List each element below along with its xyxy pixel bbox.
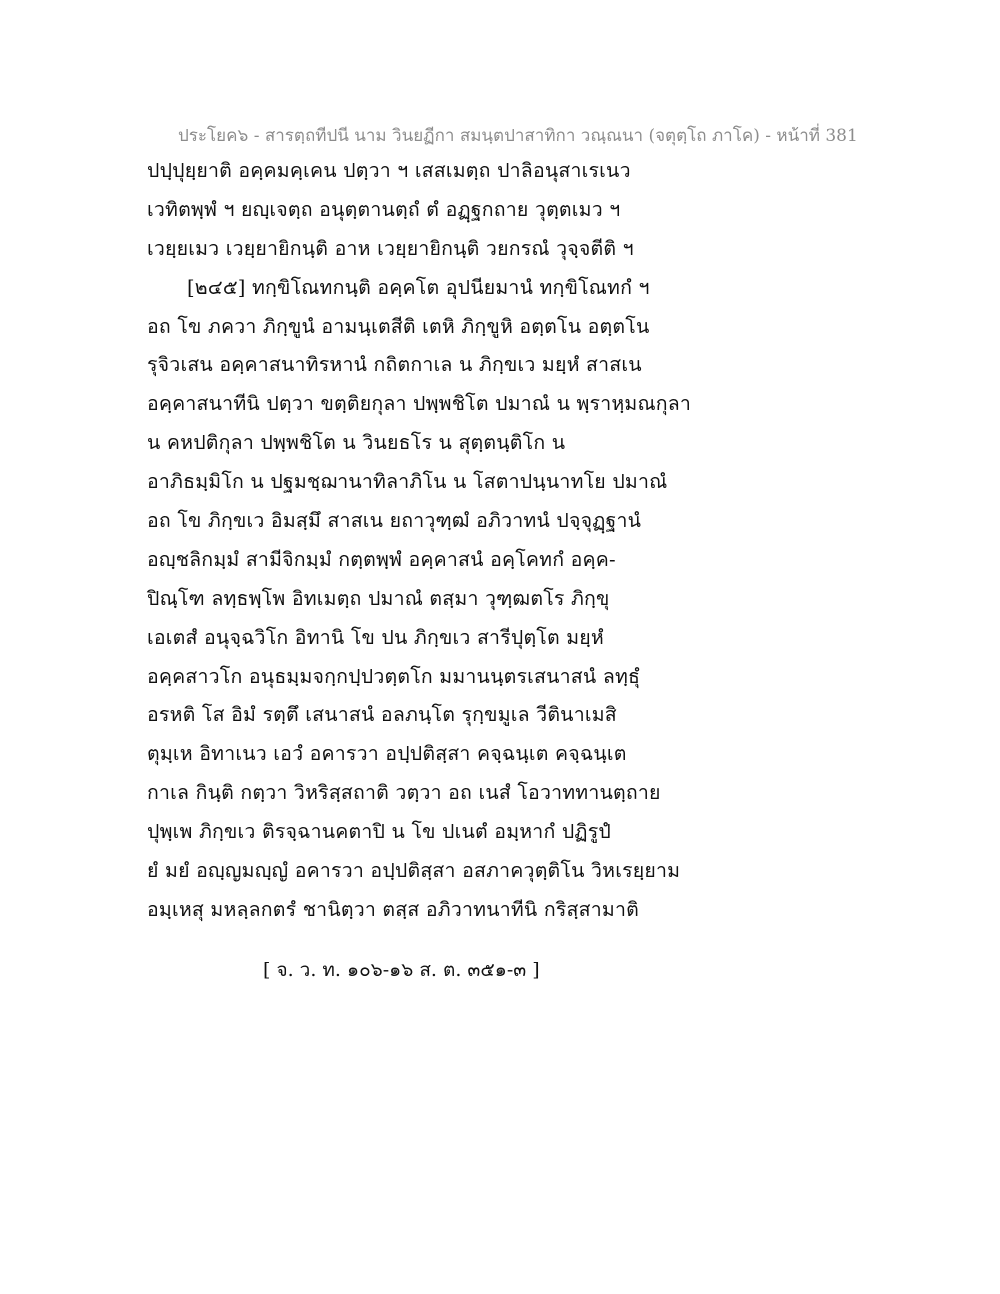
text-line: ตุมฺเห อิทาเนว เอวํ อคารวา อปฺปติสฺสา คจฺฉนฺเต คจฺฉนฺเต	[147, 742, 627, 766]
text-line: อาภิธมฺมิโก น ปฐมชฺฌานาทิลาภิโน น โสตาปนฺนาทโย ปมาณํ	[147, 470, 668, 494]
text-line: อมฺเหสุ มหลฺลกตรํ ชานิตฺวา ตสฺส อภิวาทนาทีนิ กริสฺสามาติ	[147, 897, 639, 921]
text-line: เวยฺยเมว เวยฺยายิกนฺติ อาห เวยฺยายิกนฺติ วยกรณํ วุจฺจตีติ ฯ	[147, 236, 634, 260]
text-line: อญฺชลิกมฺมํ สามีจิกมฺมํ กตฺตพฺพํ อคฺคาสนํ อคฺโคทกํ อคฺค-	[147, 547, 616, 571]
text-line: กาเล กินฺติ กตฺวา วิหริสฺสถาติ วตฺวา อถ เนสํ โอวาททานตฺถาย	[147, 781, 661, 805]
text-line: ยํ มยํ อญฺญมญฺญํ อคารวา อปฺปติสฺสา อสภาควุตฺติโน วิหเรยฺยาม	[147, 859, 681, 883]
text-line: อถ โข ภิกฺขเว อิมสฺมึ สาสเน ยถาวุฑฺฒํ อภิวาทนํ ปจฺจุฏฺฐานํ	[147, 509, 642, 533]
text-line: ปุพฺเพ ภิกฺขเว ติรจฺฉานคตาปิ น โข ปเนตํ อมฺหากํ ปฏิรูปํ	[147, 820, 611, 844]
text-line: ปปฺปุยฺยาติ อคฺคมคฺเคน ปตฺวา ฯ เสสเมตฺถ ปาลิอนุสาเรเนว	[147, 159, 631, 182]
body-text	[147, 152, 727, 930]
text-line: อถ โข ภควา ภิกฺขูนํ อามนฺเตสีติ เตหิ ภิกฺขูหิ อตฺตโน อตฺตโน	[147, 314, 650, 338]
paragraph-start-line: [๒๔๕] ทกฺขิโณทกนฺติ อคฺคโต อุปนียมานํ ทกฺขิโณทกํ ฯ	[187, 275, 650, 299]
text-line: ปิณฺโฑ ลทฺธพฺโพ อิทเมตฺถ ปมาณํ ตสฺมา วุฑฺฒตโร ภิกฺขุ	[147, 586, 610, 610]
source-reference: [ จ. ว. ท. ๑๐๖-๑๖ ส. ต. ๓๕๑-๓ ]	[263, 959, 540, 981]
text-line: อรหติ โส อิมํ รตฺตึ เสนาสนํ อลภนฺโต รุกฺขมูเล วีตินาเมสิ	[147, 703, 617, 727]
text-line: เวทิตพฺพํ ฯ ยญฺเจตฺถ อนุตฺตานตฺถํ ตํ อฏฺฐกถาย วุตฺตเมว ฯ	[147, 197, 621, 221]
text-line: เอเตสํ อนุจฺฉวิโก อิทานิ โข ปน ภิกฺขเว สารีปุตฺโต มยฺหํ	[147, 625, 604, 649]
page-header: ประโยค๖ - สารตฺถทีปนี นาม วินยฏีกา สมนฺตปาสาทิกา วณฺณนา (จตุตฺโถ ภาโค) - หน้าที่ 381	[178, 126, 858, 146]
text-line: อคฺคสาวโก อนุธมฺมจกฺกปฺปวตฺตโก มมานนฺตรเสนาสนํ ลทฺธุํ	[147, 664, 641, 688]
text-line: อคฺคาสนาทีนิ ปตฺวา ขตฺติยกุลา ปพฺพชิโต ปมาณํ น พฺราหฺมณกุลา	[147, 392, 692, 416]
text-line: รุจิวเสน อคฺคาสนาทิรหานํ กถิตกาเล น ภิกฺขเว มยฺหํ สาสเน	[147, 353, 642, 377]
text-line: น คหปติกุลา ปพฺพชิโต น วินยธโร น สุตฺตนฺติโก น	[147, 431, 566, 455]
